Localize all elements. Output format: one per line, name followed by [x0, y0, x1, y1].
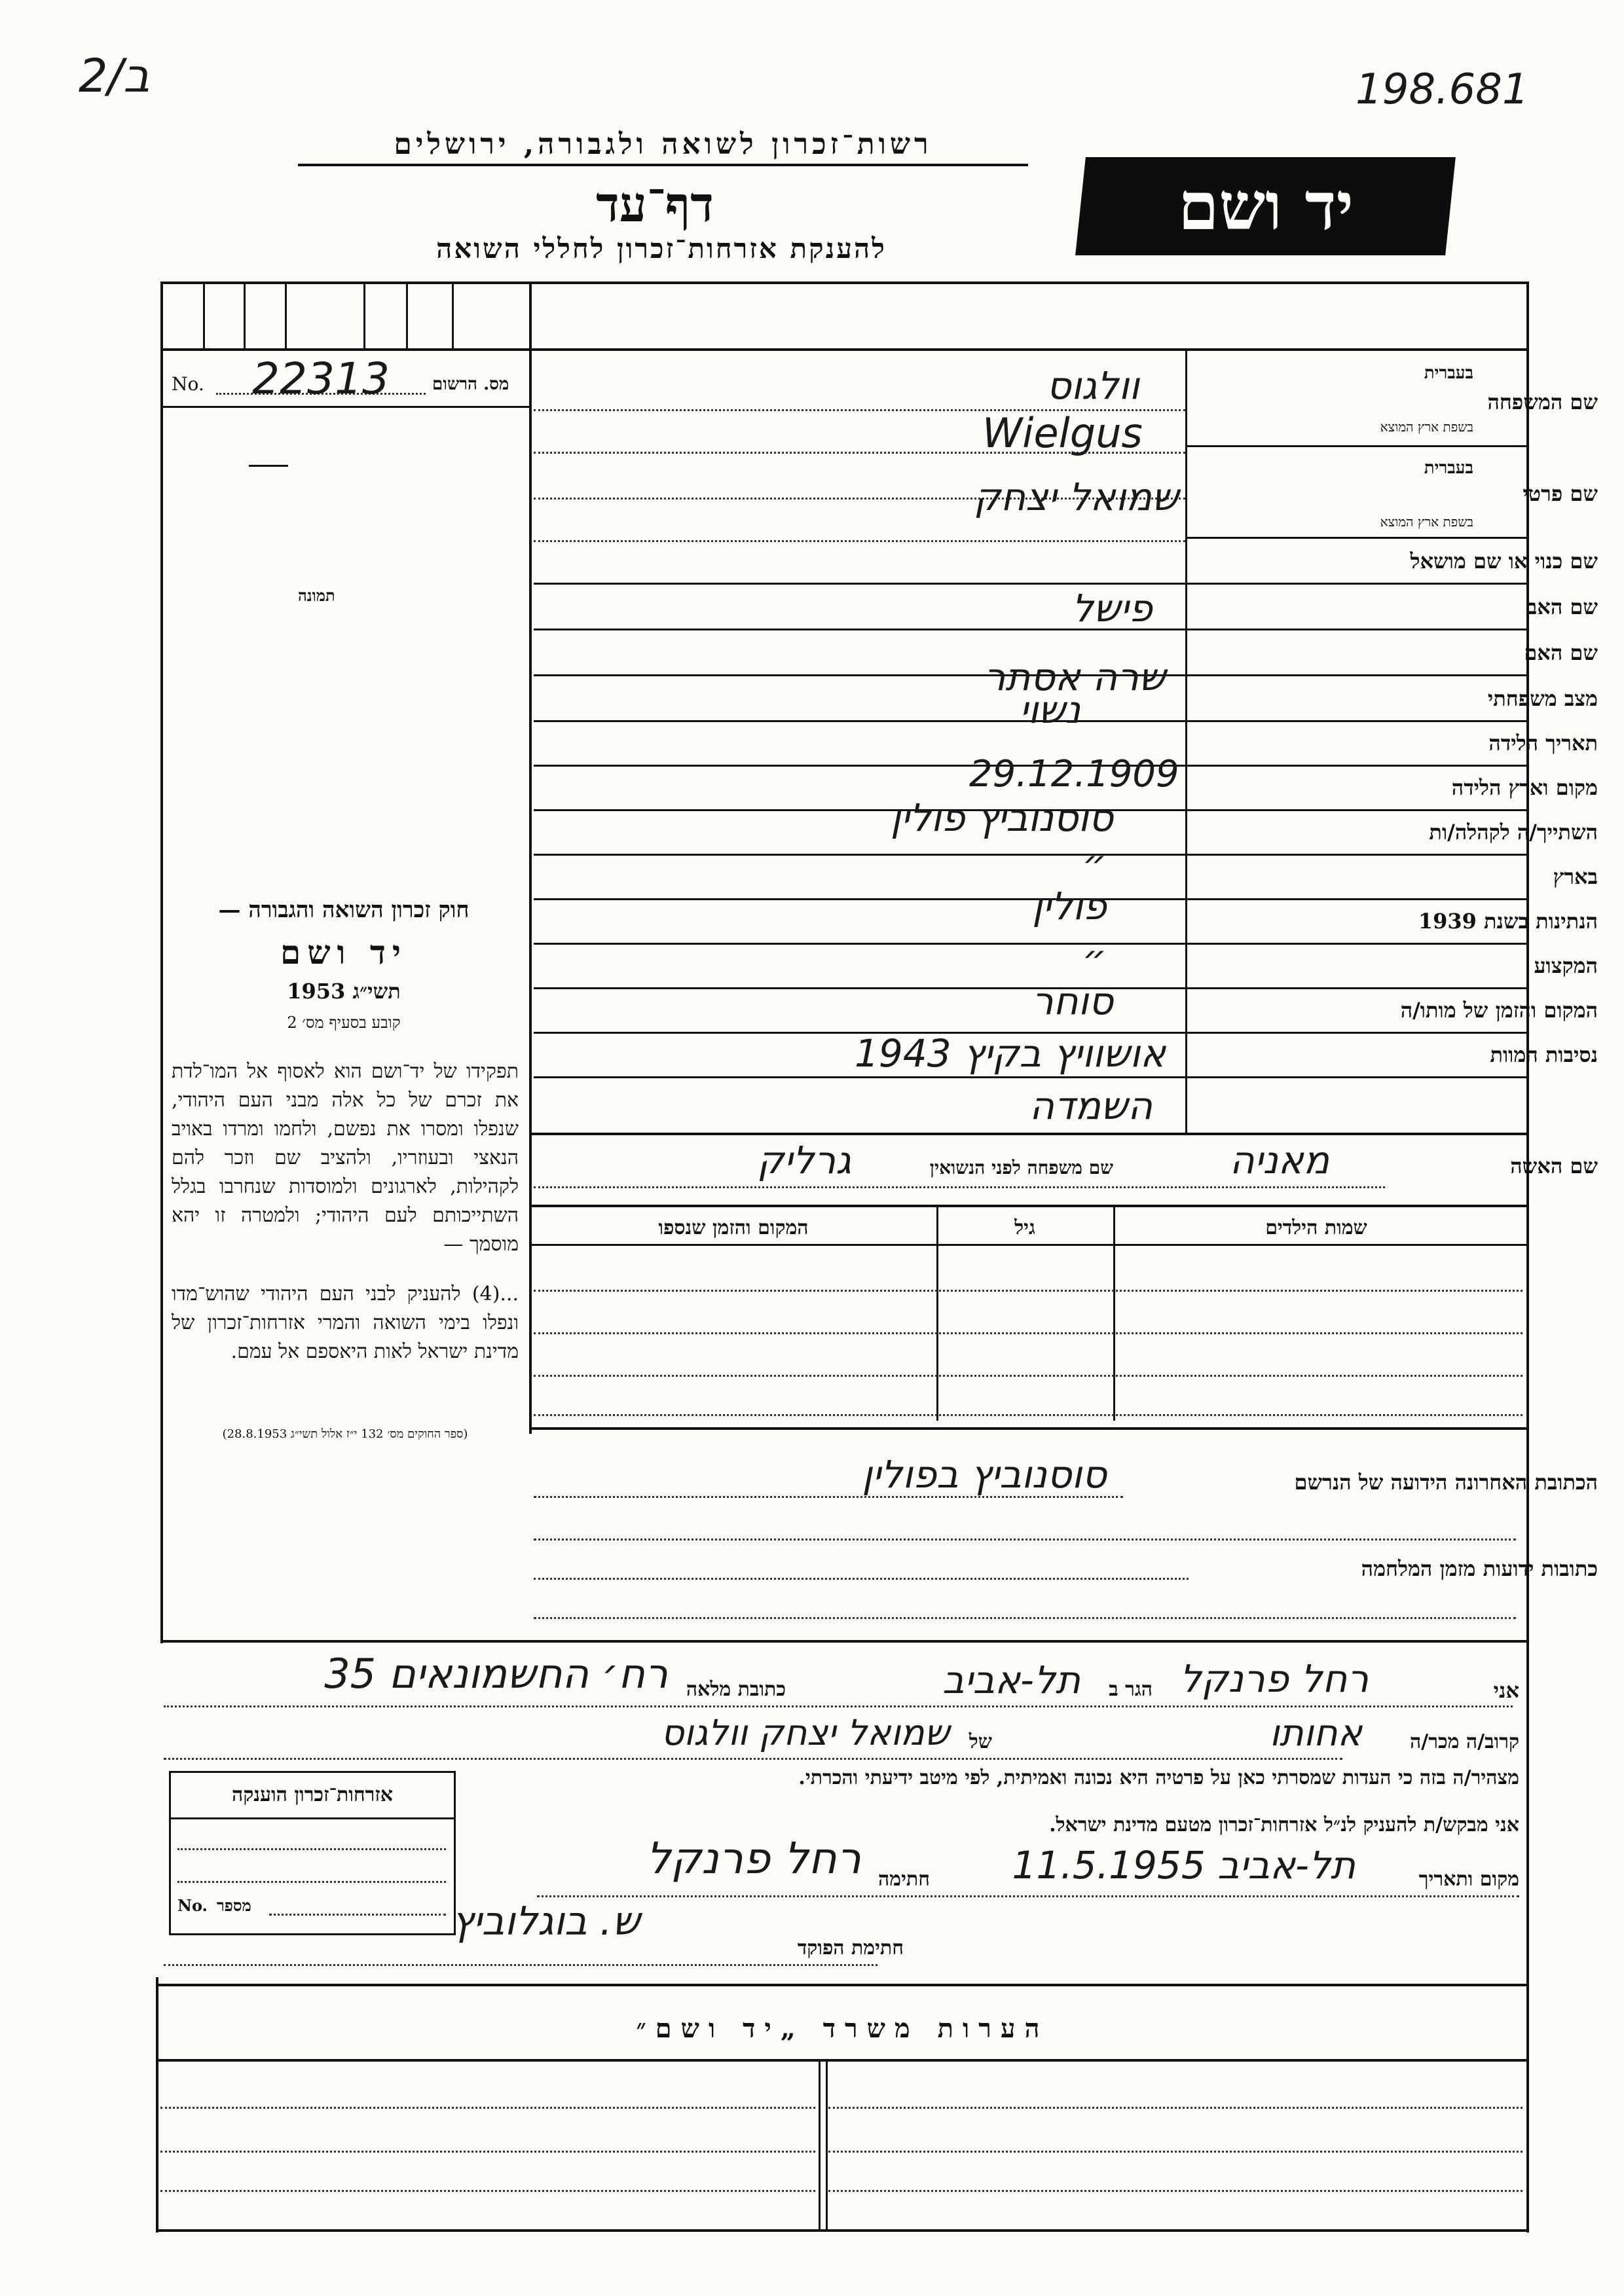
children-names-header: שמות הילדים	[1265, 1216, 1367, 1239]
grant-box-line-2	[177, 1881, 446, 1883]
of-name-value[interactable]: שמואל יצחק וולגוס	[661, 1712, 950, 1753]
first-name-origin-sublabel: בשפת ארץ המוצא	[1380, 514, 1473, 530]
office-notes-line-6	[828, 2190, 1522, 2192]
surname-hebrew-value[interactable]: וולגוס	[1046, 363, 1139, 408]
grant-box-line-1	[177, 1848, 446, 1850]
declarant-line-1	[164, 1705, 1513, 1707]
row-line-9	[534, 854, 1529, 856]
children-col-divider-1	[936, 1205, 938, 1421]
citizenship-value[interactable]: ״	[1082, 936, 1107, 981]
strip-cell-2	[244, 282, 246, 348]
death-place-time-label: המקום והזמן של מותו/ה	[1400, 998, 1598, 1023]
relation-value[interactable]: אחותו	[1269, 1712, 1362, 1755]
row-line-4	[534, 629, 1529, 630]
birth-place-label: מקום וארץ הלידה	[1451, 775, 1598, 800]
label-column-divider	[1185, 348, 1187, 1134]
place-date-label: מקום ותאריך	[1418, 1868, 1519, 1891]
address-value[interactable]: רח׳ החשמונאים 35	[324, 1650, 668, 1698]
wife-name-value[interactable]: מאניה	[1229, 1138, 1329, 1182]
row-line-15	[529, 1133, 1529, 1135]
children-row-line-4	[534, 1414, 1522, 1416]
death-place-time-value[interactable]: אושוויץ בקיץ 1943	[855, 1031, 1166, 1076]
office-notes-line-3	[160, 2151, 815, 2153]
form-left-border	[160, 282, 163, 1643]
wartime-addresses-label: כתובות ידועות מזמן המלחמה	[1361, 1556, 1598, 1581]
office-notes-line-2	[828, 2107, 1522, 2109]
mother-name-label: שם האם	[1524, 640, 1598, 665]
row-line-11	[534, 943, 1529, 945]
strip-cell-6	[452, 282, 454, 348]
law-heading: חוק זכרון השואה והגבורה —	[218, 897, 470, 923]
office-notes-line-5	[160, 2190, 815, 2192]
authority-underline	[298, 164, 1028, 166]
office-notes-line-4	[828, 2151, 1522, 2153]
registration-label: מס. הרשום	[432, 374, 509, 394]
form-right-border	[1526, 282, 1529, 2232]
request-text: אני מבקש/ת להעניק לנ״ל אזרחות־זכרון מטעם מדינת ישראל.	[1049, 1813, 1519, 1836]
declarant-name-value[interactable]: רחל פרנקל	[1179, 1656, 1369, 1701]
form-bottom-border	[156, 2229, 1529, 2232]
strip-cell-4	[363, 282, 365, 348]
registration-divider	[160, 406, 530, 408]
law-citation: (ספר החוקים מס׳ 132 י״ז אלול תשי״ג 28.8.1953)	[222, 1427, 468, 1441]
country-label: בארץ	[1553, 864, 1598, 889]
surname-hebrew-sublabel: בעברית	[1424, 363, 1473, 383]
last-address-line-2	[534, 1539, 1516, 1540]
children-age-header: גיל	[1014, 1216, 1035, 1239]
city-value[interactable]: תל-אביב	[942, 1658, 1080, 1702]
profession-label: המקצוע	[1534, 953, 1598, 978]
top-strip-divider	[160, 348, 1529, 351]
strip-cell-1	[203, 282, 205, 348]
office-notes-line-1	[160, 2107, 815, 2109]
community-value[interactable]: ״	[1082, 841, 1107, 886]
photo-label: תמונה	[298, 586, 335, 605]
strip-cell-5	[406, 282, 408, 348]
last-address-line-1	[534, 1496, 1123, 1498]
declarant-line-2	[164, 1758, 1342, 1760]
father-name-value[interactable]: פישל	[1071, 586, 1153, 630]
surname-origin-sublabel: בשפת ארץ המוצא	[1380, 419, 1473, 435]
relative-label: קרוב/ה מכר/ה	[1410, 1730, 1519, 1753]
maiden-name-label: שם משפחה לפני הנשואין	[929, 1157, 1113, 1178]
signature-value[interactable]: רחל פרנקל	[646, 1833, 861, 1884]
row-line-3	[534, 583, 1529, 585]
wartime-address-line-2	[534, 1617, 1516, 1619]
wife-label: שם האשה	[1510, 1154, 1598, 1178]
declaration-top-border	[160, 1640, 1529, 1643]
row-line-1	[1185, 445, 1529, 447]
grant-box	[169, 1771, 456, 1935]
officer-signature-line	[164, 1964, 877, 1966]
of-label: של	[969, 1730, 992, 1753]
children-row-line-2	[534, 1332, 1522, 1334]
full-address-label: כתובת מלאה	[686, 1678, 786, 1701]
grant-box-number-label: מספר	[217, 1896, 251, 1915]
father-name-label: שם האב	[1526, 594, 1598, 619]
law-clause: קובע בסעיף מס׳ 2	[287, 1013, 401, 1032]
marital-status-value[interactable]: נשוי	[1019, 687, 1080, 732]
place-date-value[interactable]: תל-אביב 11.5.1955	[1012, 1843, 1356, 1887]
office-notes-title: הערות משרד „יד ושם״	[636, 2013, 1049, 2044]
law-name: יד ושם	[280, 933, 407, 972]
first-name-value[interactable]: שמואל יצחק	[974, 475, 1179, 519]
nickname-label: שם כנוי או שם מושאל	[1410, 549, 1598, 574]
last-address-value[interactable]: סוסנוביץ בפולין	[862, 1452, 1107, 1497]
officer-signature-label: חתימת הפוקד	[797, 1937, 904, 1959]
registration-number[interactable]: 22313	[252, 354, 390, 404]
office-notes-top	[156, 1984, 1529, 1986]
resides-label: הגר ב	[1109, 1678, 1153, 1701]
children-table-bottom	[529, 1427, 1529, 1430]
law-paragraph-1: תפקידו של יד־ושם הוא לאסוף אל המו־לדת את זכרם של כל אלה מבני העם היהודי, שנפלו ומסרו את נפשם, ולחמו ומרדו באויב הנאצי ובעוזריו, ולהציב שם וזכר להם לקהילות, לארגונים ולמוסדות שנחרבו בגלל השתייכותם לעם היהודי; ולמטרה זו יהא מוסמך —	[172, 1060, 519, 1256]
children-row-line-1	[534, 1290, 1522, 1292]
row-line-10	[534, 898, 1529, 900]
birth-place-value[interactable]: סוסנוביץ פולין	[890, 795, 1113, 840]
place-date-line	[537, 1895, 1519, 1897]
grant-box-number-line	[269, 1914, 446, 1916]
signature-label: חתימה	[878, 1868, 930, 1891]
form-title: דף־עד	[596, 177, 714, 233]
maiden-name-value[interactable]: גרליק	[757, 1138, 851, 1182]
photo-placeholder	[249, 465, 288, 467]
logo-text: יד ושם	[1177, 168, 1354, 245]
birth-date-label: תאריך הלידה	[1488, 731, 1598, 756]
office-notes-divider	[156, 2059, 1529, 2062]
authority-title: רשות־זכרון לשואה ולגבורה, ירושלים	[394, 128, 932, 161]
citizenship-label: הנתינות בשנת 1939	[1418, 909, 1598, 934]
left-column-divider	[529, 282, 532, 1434]
profession-value[interactable]: סוחר	[1031, 979, 1113, 1023]
mother-name-value[interactable]: שרה אסתר	[984, 655, 1166, 699]
death-circumstances-label: נסיבות המוות	[1490, 1042, 1598, 1067]
children-fate-header: המקום והזמן שנספו	[658, 1216, 809, 1239]
surname-label: שם המשפחה	[1487, 390, 1598, 414]
community-label: השתייך/ה לקהלה/ות	[1429, 820, 1598, 845]
first-name-label: שם פרטי	[1522, 481, 1598, 506]
wife-dotted-line	[534, 1186, 1385, 1188]
law-year: תשי״ג 1953	[287, 979, 401, 1004]
yad-vashem-logo	[1075, 157, 1456, 255]
children-header-divider	[529, 1244, 1529, 1246]
form-subtitle: להענקת אזרחות־זכרון לחללי השואה	[436, 232, 887, 264]
last-address-label: הכתובת האחרונה הידועה של הנרשם	[1294, 1470, 1598, 1495]
row-line-14	[534, 1076, 1529, 1078]
declaration-text: מצהיר/ה בזה כי העדות שמסרתי כאן על פרטיה היא נכונה ואמיתית, לפי מיטב ידיעתי והכרתי.	[798, 1766, 1519, 1789]
registration-no-label: No.	[172, 373, 204, 395]
grant-box-no: No.	[177, 1896, 208, 1915]
office-notes-column	[819, 2059, 828, 2231]
grant-box-divider	[171, 1817, 454, 1819]
declarant-i-label: אני	[1493, 1678, 1519, 1703]
row-line-2	[1185, 537, 1529, 539]
wife-row-bottom	[529, 1205, 1529, 1207]
strip-cell-3	[285, 282, 287, 348]
surname-origin-value[interactable]: Wielgus	[982, 409, 1143, 457]
wartime-address-line-1	[534, 1578, 1189, 1580]
row-line-2b	[534, 540, 1185, 542]
first-name-hebrew-sublabel: בעברית	[1424, 458, 1473, 478]
children-row-line-3	[534, 1375, 1522, 1377]
birth-date-value[interactable]: 29.12.1909	[969, 753, 1179, 795]
country-value[interactable]: פולין	[1032, 884, 1107, 928]
archive-number: 198.681	[1356, 65, 1529, 114]
marital-status-label: מצב משפחתי	[1487, 686, 1598, 711]
grant-box-title: אזרחות־זכרון הוענקה	[231, 1783, 394, 1806]
children-col-divider-2	[1113, 1205, 1115, 1421]
officer-signature-value[interactable]: ש. בוגלוביץ	[452, 1899, 640, 1944]
law-paragraph-2: ...(4) להעניק לבני העם היהודי שהוש־מדו ונפלו בימי השואה והמרי אזרחות־זכרון של מדינת ישראל לאות היאספם אל עמם.	[172, 1283, 519, 1363]
death-circumstances-value[interactable]: השמדה	[1029, 1084, 1153, 1128]
page-mark-left: 2/ב	[79, 49, 150, 103]
form-top-border	[160, 282, 1529, 284]
